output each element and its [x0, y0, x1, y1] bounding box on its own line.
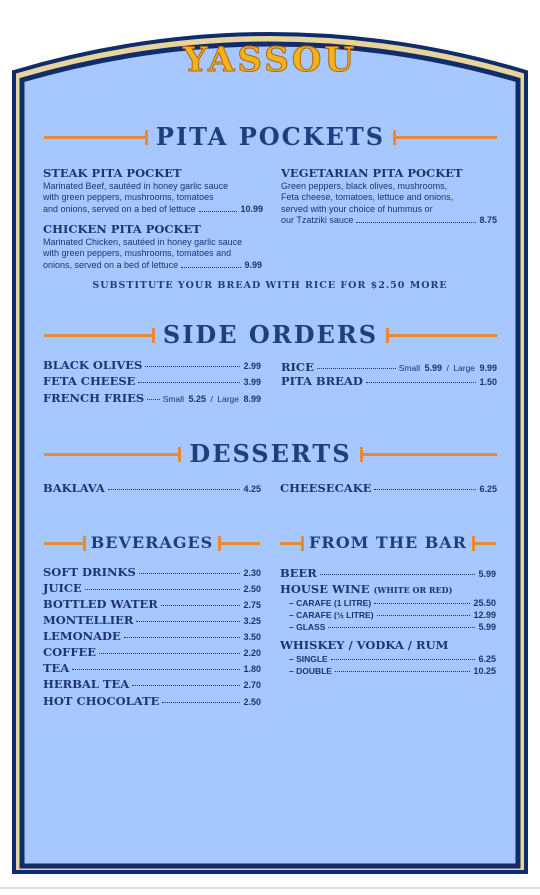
menu-item-double: – DOUBLE 10.25 [289, 666, 496, 676]
menu-item-carafe-half-litre: – CARAFE (½ LITRE) 12.99 [289, 610, 496, 620]
section-title: FROM THE BAR [309, 533, 467, 552]
heading-rule [44, 130, 148, 144]
price: 2.50 [243, 584, 261, 594]
section-title: DESSERTS [189, 439, 352, 468]
price: 5.99 [478, 622, 496, 632]
price: 9.99 [244, 259, 262, 270]
price: 5.99 [478, 569, 496, 579]
menu-item-beverage: MONTELLIER 3.25 [43, 613, 261, 627]
menu-item-single: – SINGLE 6.25 [289, 654, 496, 664]
steak-pita-description: Marinated Beef, sautéed in honey garlic sauce with green peppers, mushrooms, tomatoes and onions, served on a bed of lettuce 10.99 [43, 181, 263, 214]
heading-rule [360, 447, 497, 461]
price: 8.75 [479, 214, 497, 225]
section-title: PITA POCKETS [155, 122, 386, 151]
steak-pita-title: STEAK PITA POCKET [43, 166, 182, 180]
menu-item-baklava: BAKLAVA 4.25 [43, 481, 261, 495]
price: 10.25 [473, 666, 496, 676]
price: 2.70 [243, 680, 261, 690]
heading-rule [280, 536, 304, 550]
price: 12.99 [473, 610, 496, 620]
vegetarian-pita-title: VEGETARIAN PITA POCKET [281, 166, 463, 180]
price: 2.30 [243, 568, 261, 578]
rice-substitution-note: SUBSTITUTE YOUR BREAD WITH RICE FOR $2.50 MORE [92, 280, 448, 291]
price: 2.50 [243, 697, 261, 707]
menu-item-cheesecake: CHEESECAKE 6.25 [280, 481, 497, 495]
section-title: SIDE ORDERS [162, 320, 379, 349]
price: 6.25 [478, 654, 496, 664]
chicken-pita-title: CHICKEN PITA POCKET [43, 222, 201, 236]
beverages-heading [44, 533, 260, 552]
menu-item-beer: BEER 5.99 [280, 566, 496, 580]
price: 3.25 [243, 616, 261, 626]
price: 25.50 [473, 598, 496, 608]
pita-heading [44, 122, 497, 151]
price: 2.75 [243, 600, 261, 610]
desserts-heading [44, 439, 497, 468]
chicken-pita-description: Marinated Chicken, sautéed in honey garlic sauce with green peppers, mushrooms, tomatoes and onions, served on a bed of lettuce 9.99 [43, 237, 262, 270]
price: 3.50 [243, 632, 261, 642]
menu-item-pita-bread: PITA BREAD 1.50 [281, 374, 497, 388]
heading-rule [44, 447, 181, 461]
menu-item-beverage: TEA 1.80 [43, 661, 261, 675]
heading-rule [386, 328, 497, 342]
side-orders-heading [44, 320, 497, 349]
menu-item-black-olives: BLACK OLIVES 2.99 [43, 358, 261, 372]
heading-rule [44, 328, 155, 342]
menu-item-carafe-1-litre: – CARAFE (1 LITRE) 25.50 [289, 598, 496, 608]
price: 2.99 [243, 361, 261, 371]
price: 10.99 [240, 203, 263, 214]
menu-item-feta-cheese: FETA CHEESE 3.99 [43, 374, 261, 388]
price: 1.50 [479, 377, 497, 387]
heading-rule [472, 536, 496, 550]
menu-item-beverage: BOTTLED WATER 2.75 [43, 597, 261, 611]
price: 1.80 [243, 664, 261, 674]
menu-item-beverage: LEMONADE 3.50 [43, 629, 261, 643]
heading-rule [393, 130, 497, 144]
heading-rule [44, 536, 86, 550]
section-title: BEVERAGES [90, 533, 214, 552]
menu-item-house-wine: HOUSE WINE (WHITE OR RED) [280, 582, 453, 596]
bar-heading [280, 533, 496, 552]
heading-rule [218, 536, 260, 550]
vegetarian-pita-description: Green peppers, black olives, mushrooms, Feta cheese, tomatoes, lettuce and onions, served with your choice of hummus or our Tzatziki sauce 8.75 [281, 181, 497, 225]
menu-item-rice: RICE Small 5.99 / Large 9.99 [281, 360, 497, 374]
menu-item-beverage: SOFT DRINKS 2.30 [43, 565, 261, 579]
restaurant-logo: YASSOU [182, 40, 358, 80]
menu-item-beverage: HOT CHOCOLATE 2.50 [43, 694, 261, 708]
menu-item-beverage: COFFEE 2.20 [43, 645, 261, 659]
price: 6.25 [479, 484, 497, 494]
menu-item-beverage: HERBAL TEA 2.70 [43, 677, 261, 691]
menu-item-french-fries: FRENCH FRIES Small 5.25 / Large 8.99 [43, 391, 261, 405]
price: 3.99 [243, 377, 261, 387]
menu-item-beverage: JUICE 2.50 [43, 581, 261, 595]
price: 4.25 [243, 484, 261, 494]
menu-item-glass: – GLASS 5.99 [289, 622, 496, 632]
price: 2.20 [243, 648, 261, 658]
menu-item-spirits: WHISKEY / VODKA / RUM [280, 638, 449, 652]
wine-note: (WHITE OR RED) [373, 585, 453, 595]
